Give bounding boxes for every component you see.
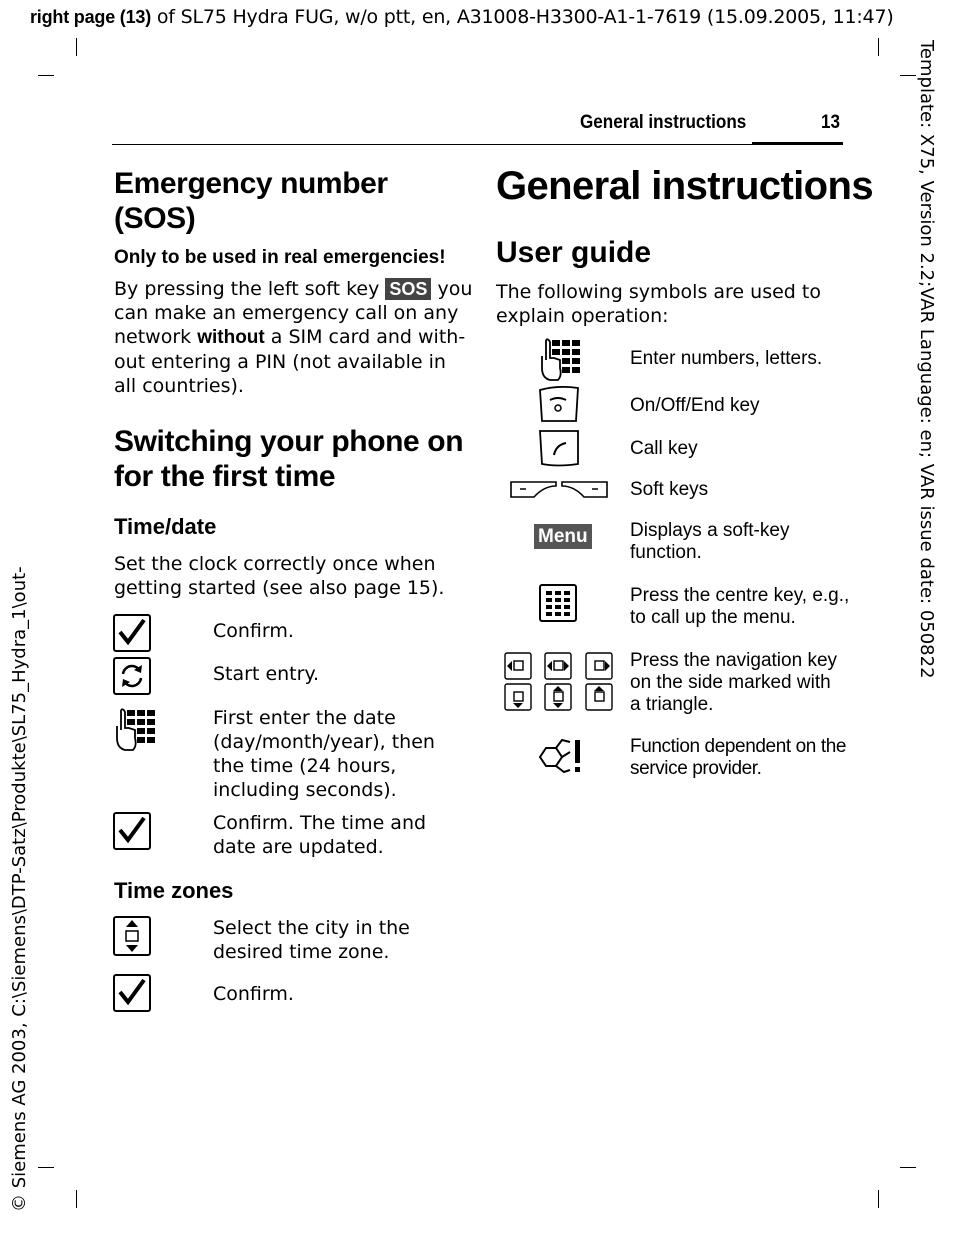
crop-mark [38, 75, 54, 76]
text-run: network [114, 326, 198, 348]
emphasis-without: without [197, 327, 265, 348]
text-run: Confirm. The time and [213, 812, 427, 834]
crop-mark [900, 75, 916, 76]
step-text [213, 619, 294, 643]
text-run: desired time zone. [213, 941, 390, 963]
print-slug [30, 6, 894, 28]
text-run: explain operation: [496, 305, 669, 327]
page-number: 13 [821, 112, 841, 133]
text-run: including seconds). [213, 779, 397, 801]
crop-mark [900, 1167, 916, 1168]
running-header-title: General instructions [580, 112, 747, 133]
provider-dependent-icon [536, 738, 586, 776]
checkmark-icon [113, 812, 151, 850]
text-run: Enter numbers, letters. [630, 348, 823, 369]
symbol-text [630, 479, 708, 501]
step-text [213, 916, 410, 964]
text-run: a triangle. [630, 694, 714, 715]
crop-mark [878, 1190, 879, 1208]
crop-mark [38, 1167, 54, 1168]
emergency-heading-line: (SOS) [114, 202, 196, 235]
user-guide-intro [496, 280, 821, 328]
crop-mark [76, 38, 77, 56]
symbol-text [630, 348, 822, 370]
step-text [213, 982, 294, 1006]
text-run: all countries). [114, 375, 244, 397]
slug-details: of SL75 Hydra FUG, w/o ptt, en, A31008-H3300-A1-1-7619 (15.09.2005, 11:47) [151, 6, 894, 28]
header-rule [112, 144, 843, 145]
emergency-warning: Only to be used in real emergencies! [114, 247, 446, 268]
symbol-text [630, 438, 698, 460]
page-title: General instructions [496, 164, 873, 208]
text-run: to call up the menu. [630, 607, 796, 628]
refresh-icon [113, 657, 151, 695]
call-key-icon [538, 429, 580, 467]
text-run: out entering a PIN (not available in [114, 351, 446, 373]
centre-key-icon [539, 584, 577, 622]
symbol-text [630, 650, 837, 716]
keypad-icon [538, 338, 580, 384]
text-run: On/Off/End key [630, 395, 760, 416]
timedate-heading: Time/date [114, 514, 217, 539]
text-run: can make an emergency call on any [114, 302, 459, 324]
emergency-heading-line: Emergency number [114, 167, 388, 200]
step-text [213, 811, 426, 859]
text-run: The following symbols are used to [496, 281, 821, 303]
user-guide-heading: User guide [496, 236, 652, 269]
copyright-path: © Siemens AG 2003, C:\Siemens\DTP-Satz\Produkte\SL75_Hydra_1\out- [9, 566, 30, 1212]
keypad-icon [113, 708, 155, 754]
text-run: Confirm. [213, 620, 294, 642]
step-text [213, 706, 435, 802]
sos-softkey-label: SOS [385, 278, 431, 300]
text-run: Press the centre key, e.g., [630, 585, 850, 606]
template-info: Template: X75, Version 2.2;VAR Language: en; VAR issue date: 050822 [916, 40, 937, 679]
navigation-keys-icon [504, 652, 614, 712]
timezones-heading: Time zones [114, 878, 234, 903]
text-run: Set the clock correctly once when [114, 553, 436, 575]
menu-softkey-icon: Menu [534, 524, 592, 549]
symbol-text [630, 736, 846, 780]
emergency-heading [114, 166, 388, 236]
text-run: function. [630, 542, 702, 563]
text-run: date are updated. [213, 836, 384, 858]
soft-keys-icon [510, 480, 608, 500]
text-run: (day/month/year), then [213, 731, 435, 753]
text-run: Confirm. [213, 983, 294, 1005]
text-run: Function dependent on the [630, 736, 847, 757]
text-run: a SIM card and with- [264, 326, 466, 348]
text-run: First enter the date [213, 707, 396, 729]
text-run: Call key [630, 438, 698, 459]
text-run: getting started (see also page 15). [114, 577, 445, 599]
timedate-intro [114, 552, 444, 600]
text-run: Soft keys [630, 479, 709, 500]
text-run: on the side marked with [630, 672, 831, 693]
nav-updown-icon [113, 916, 151, 956]
header-rule-accent [752, 142, 843, 145]
checkmark-icon [113, 614, 151, 652]
text-run: Displays a soft-key [630, 520, 790, 541]
end-key-icon [538, 386, 580, 424]
checkmark-icon [113, 974, 151, 1012]
symbol-text [630, 585, 849, 629]
switching-heading [114, 424, 463, 494]
text-run: By pressing the left soft key [114, 278, 386, 300]
text-run: Press the navigation key [630, 650, 838, 671]
symbol-text [630, 395, 760, 417]
crop-mark [76, 1190, 77, 1208]
slug-page-ref: right page (13) [30, 7, 152, 27]
text-run: you [431, 278, 473, 300]
text-run: the time (24 hours, [213, 755, 397, 777]
switching-heading-line: for the first time [114, 460, 336, 493]
symbol-text [630, 520, 789, 564]
text-run: service provider. [630, 758, 762, 779]
step-text [213, 662, 319, 686]
crop-mark [878, 38, 879, 56]
text-run: Start entry. [213, 663, 320, 685]
switching-heading-line: Switching your phone on [114, 425, 464, 458]
emergency-paragraph [114, 277, 474, 398]
text-run: Select the city in the [213, 917, 410, 939]
